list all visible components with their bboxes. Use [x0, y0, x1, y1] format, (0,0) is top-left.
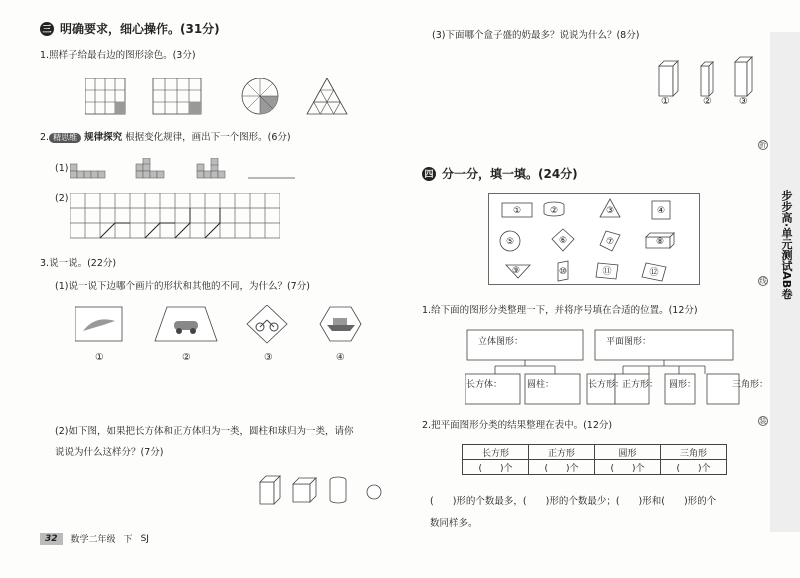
shape-number-label: ⑥: [558, 236, 568, 246]
shape-number-label: ③: [605, 206, 615, 216]
solid-shapes: [258, 474, 388, 506]
box-label-2: ②: [703, 96, 712, 107]
q3-sub2-line1: (2)如下图，如果把长方体和正方体归为一类，圆柱和球归为一类，请你: [55, 426, 354, 437]
triangle-label: 三角形：: [732, 380, 769, 390]
cylinder-shape: [330, 477, 346, 503]
q2-sub1-label: (1): [55, 163, 69, 174]
cube-shape: [293, 478, 316, 502]
square-label: 正方形：: [622, 380, 659, 390]
table-header: 三角形: [661, 445, 727, 460]
table-cell-triangle[interactable]: ( )个: [661, 460, 727, 475]
box-label-1: ①: [661, 96, 670, 107]
box-label-3: ③: [739, 96, 748, 107]
card-3-bicycle: [247, 305, 287, 343]
block-pattern: [70, 158, 300, 180]
cuboid-label: 长方体：: [466, 380, 503, 390]
q3-sub1-text: (1)说一说下边哪个画片的形状和其他的不同，为什么？(7分): [55, 281, 310, 292]
sphere-shape: [367, 485, 381, 499]
card-4-ship: [320, 307, 361, 341]
shape-number-label: ②: [549, 206, 559, 216]
shape-number-label: ⑩: [558, 267, 568, 277]
question-3-text: 3.说一说。(22分): [40, 258, 117, 269]
grid-figure-1: [85, 78, 125, 114]
table-header-row: [463, 445, 727, 460]
fold-mark: 折: [759, 141, 767, 149]
question-1-text: 1.照样子给最右边的图形涂色。(3分): [40, 50, 196, 61]
shapes-box: [488, 193, 700, 285]
q2-tag-label: 规律探究: [84, 132, 123, 143]
shape-number-label: ⑪: [602, 267, 612, 277]
section-3-title: [40, 20, 220, 37]
box-2: [701, 62, 713, 96]
q1-figures: [85, 78, 385, 120]
card-label-4: ④: [336, 352, 345, 363]
page-footer: [40, 532, 149, 545]
table-row: [463, 460, 727, 475]
shape-number-label: ⑤: [505, 237, 515, 247]
q3-sub2-line2: 说说为什么这样分？(7分): [55, 447, 164, 458]
question-2-text: [40, 132, 291, 144]
q2-number: 2.: [40, 132, 50, 143]
rectangle-label: 长方形：: [588, 380, 625, 390]
book-term: 下: [123, 535, 133, 545]
circle-label: 圆形：: [669, 380, 697, 390]
binding-mark: 装: [759, 417, 767, 425]
section4-q1-text: 1.给下面的图形分类整理一下，并将序号填在合适的位置。(12分): [422, 305, 698, 316]
line-mark: 线: [759, 277, 767, 285]
q2-sub2-label: (2): [55, 193, 69, 204]
shape-number-label: ⑦: [605, 237, 615, 247]
shape-number-label: ⑫: [649, 268, 659, 278]
dot-grid-pattern: [70, 193, 280, 241]
sidebar-brand-text: 步步高·单元测试AB卷: [780, 190, 793, 300]
solid-shapes-label: 立体图形：: [478, 337, 524, 347]
box-1: [659, 61, 678, 96]
table-cell-circle[interactable]: ( )个: [595, 460, 661, 475]
table-cell-rectangle[interactable]: ( )个: [463, 460, 529, 475]
section-badge: 三: [40, 22, 54, 36]
right-q3-text: (3)下面哪个盒子盛的奶最多？说说为什么？(8分): [432, 30, 640, 41]
plane-shapes-label: 平面图形：: [606, 337, 652, 347]
grid-figure-2: [153, 78, 201, 114]
fill-blank-line1: ( )形的个数最多，( )形的个数最少；( )形和( )形的个: [430, 496, 717, 507]
triangle-figure: [307, 78, 347, 114]
table-header: 长方形: [463, 445, 529, 460]
fill-blank-line2: 数同样多。: [430, 518, 478, 529]
cuboid-shape: [260, 476, 280, 504]
book-title: 数学二年级: [70, 535, 116, 545]
section-badge: 四: [422, 167, 436, 181]
table-header: 圆形: [595, 445, 661, 460]
table-cell-square[interactable]: ( )个: [529, 460, 595, 475]
section4-q2-text: 2.把平面图形分类的结果整理在表中。(12分): [422, 420, 613, 431]
book-edition: SJ: [140, 533, 149, 544]
page-number: 32: [40, 533, 63, 545]
section-title-text: 分一分，填一填。(24分): [442, 167, 578, 181]
shape-number-label: ①: [512, 206, 522, 216]
section-4-title: [422, 165, 578, 182]
section-title-text: 明确要求，细心操作。(31分): [60, 22, 220, 36]
shape-number-label: ⑨: [511, 266, 521, 276]
circle-figure: [242, 78, 278, 114]
card-label-3: ③: [264, 352, 273, 363]
card-2-car: [155, 307, 217, 341]
q2-tag: 精思维: [49, 133, 81, 143]
count-table: [462, 444, 727, 475]
card-label-1: ①: [95, 352, 104, 363]
shape-number-label: ⑧: [655, 237, 665, 247]
q2-instruction: 根据变化规律，画出下一个图形。(6分): [125, 132, 291, 143]
card-1-airplane: [75, 307, 122, 341]
q3-picture-cards: [75, 305, 385, 345]
card-label-2: ②: [182, 352, 191, 363]
table-header: 正方形: [529, 445, 595, 460]
shape-number-label: ④: [656, 206, 666, 216]
cylinder-label: 圆柱：: [527, 380, 555, 390]
box-3: [735, 57, 752, 96]
